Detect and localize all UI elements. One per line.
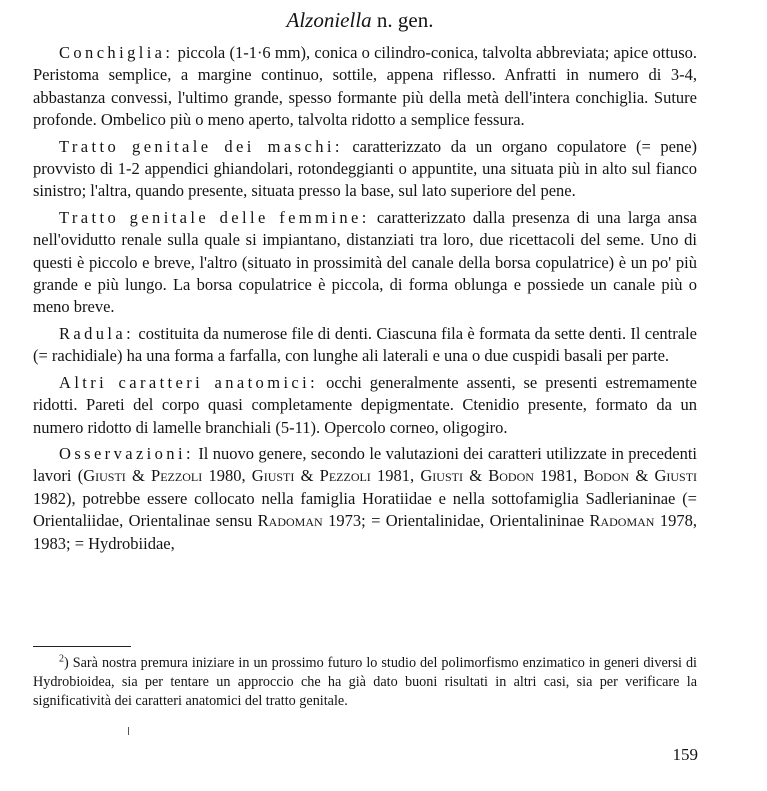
genus-heading	[0, 7, 720, 33]
paragraph-text: costituita da numerose file di denti. Ciascuna fila è formata da sette denti. Il centrale (= rachidiale) ha una forma a farfalla, con lunghe ali laterali e una o due cuspidi basali per parte.	[33, 323, 697, 366]
paragraph-text: piccola (1-1·6 mm), conica o cilindro-conica, talvolta abbreviata; apice ottuso. Peristoma semplice, a margine continuo, sottile, appena riflesso. Anfratti in numero di 3-4, abbastanza convessi, l'ultimo grande, spesso formante più della metà dell'intera conchiglia. Suture profonde. Ombelico più o meno aperto, talvolta ridotto a semplice fessura.	[33, 43, 697, 130]
footnote-mark: 2	[59, 653, 64, 665]
footnote-mark-paren: )	[64, 655, 69, 671]
page-number: 159	[672, 745, 698, 764]
author-citation: Giusti & Pezzoli	[83, 466, 203, 486]
author-citation: Bodon & Giusti	[583, 466, 698, 486]
paragraph-text: 1982), potrebbe essere collocato nella famiglia Horatiidae e nella sottofamiglia Sadlerianinae (= Orientaliidae, Orientalinae sensu	[33, 488, 697, 531]
paragraph-other-anatomy	[33, 372, 697, 439]
lead-term: Radula:	[59, 323, 135, 343]
lead-term: Altri caratteri anatomici:	[59, 372, 319, 392]
paragraph-text: Il nuovo genere, secondo le valutazioni dei caratteri utilizzate in precedenti lavori (	[33, 443, 697, 486]
genus-name: Alzoniella	[286, 8, 372, 32]
footnote-rule	[33, 646, 131, 647]
footnote-text: Sarà nostra premura iniziare in un prossimo futuro lo studio del polimorfismo enzimatico in generi diversi di Hydrobioidea, sia per tentare un approccio che ha già dato buoni risultati in altri casi, sia per verificare la significatività dei caratteri anatomici del tratto genitale.	[33, 655, 697, 710]
print-mark	[128, 727, 129, 735]
footnote	[33, 654, 697, 712]
lead-term: Osservazioni:	[59, 443, 194, 463]
paragraph-text: caratterizzato dalla presenza di una larga ansa nell'ovidutto renale sulla quale si impiantano, distanziati tra loro, due ricettacoli del seme. Uno di questi è piccolo e breve, l'altro (situato in prossimità del canale della borsa copulatrice) è un po' più grande e più lungo. La borsa copulatrice è piccola, di forma oblunga e possiede un canale più o meno breve.	[33, 207, 697, 317]
paragraph-text: 1973; = Orientalinidae, Orientalininae	[322, 511, 590, 531]
paragraph-shell	[33, 42, 697, 132]
paragraph-observations	[33, 443, 697, 555]
paragraph-text: 1981,	[370, 466, 421, 486]
author-citation: Radoman	[257, 511, 323, 531]
paragraph-female-genitalia	[33, 207, 697, 319]
paragraph-text: 1978, 1983; = Hydrobiidae,	[33, 511, 698, 553]
author-citation: Giusti & Bodon	[420, 466, 534, 486]
paragraph-male-genitalia	[33, 136, 697, 203]
paragraph-radula	[33, 323, 697, 368]
lead-term: Tratto genitale dei maschi:	[59, 136, 343, 156]
paragraph-text: occhi generalmente assenti, se presenti estremamente ridotti. Pareti del corpo quasi completamente depigmentate. Ctenidio presente, formato da un numero ridotto di lamelle branchiali (5-11). Opercolo corneo, oligogiro.	[33, 372, 697, 437]
lead-term: Tratto genitale delle femmine:	[59, 207, 370, 227]
genus-status: n. gen.	[376, 8, 434, 32]
author-citation: Giusti & Pezzoli	[251, 466, 371, 486]
description-body	[33, 42, 697, 555]
lead-term: Conchiglia:	[59, 43, 174, 62]
author-citation: Radoman	[589, 511, 655, 531]
paragraph-text: 1980,	[202, 466, 252, 486]
paragraph-text: 1981,	[533, 466, 584, 486]
paragraph-text: caratterizzato da un organo copulatore (= pene) provvisto di 1-2 appendici ghiandolari, rotondeggianti o appuntite, una situata più in alto sul fianco sinistro; l'altra, quando presente, situata presso la base, sul lato superiore del pene.	[33, 136, 697, 201]
